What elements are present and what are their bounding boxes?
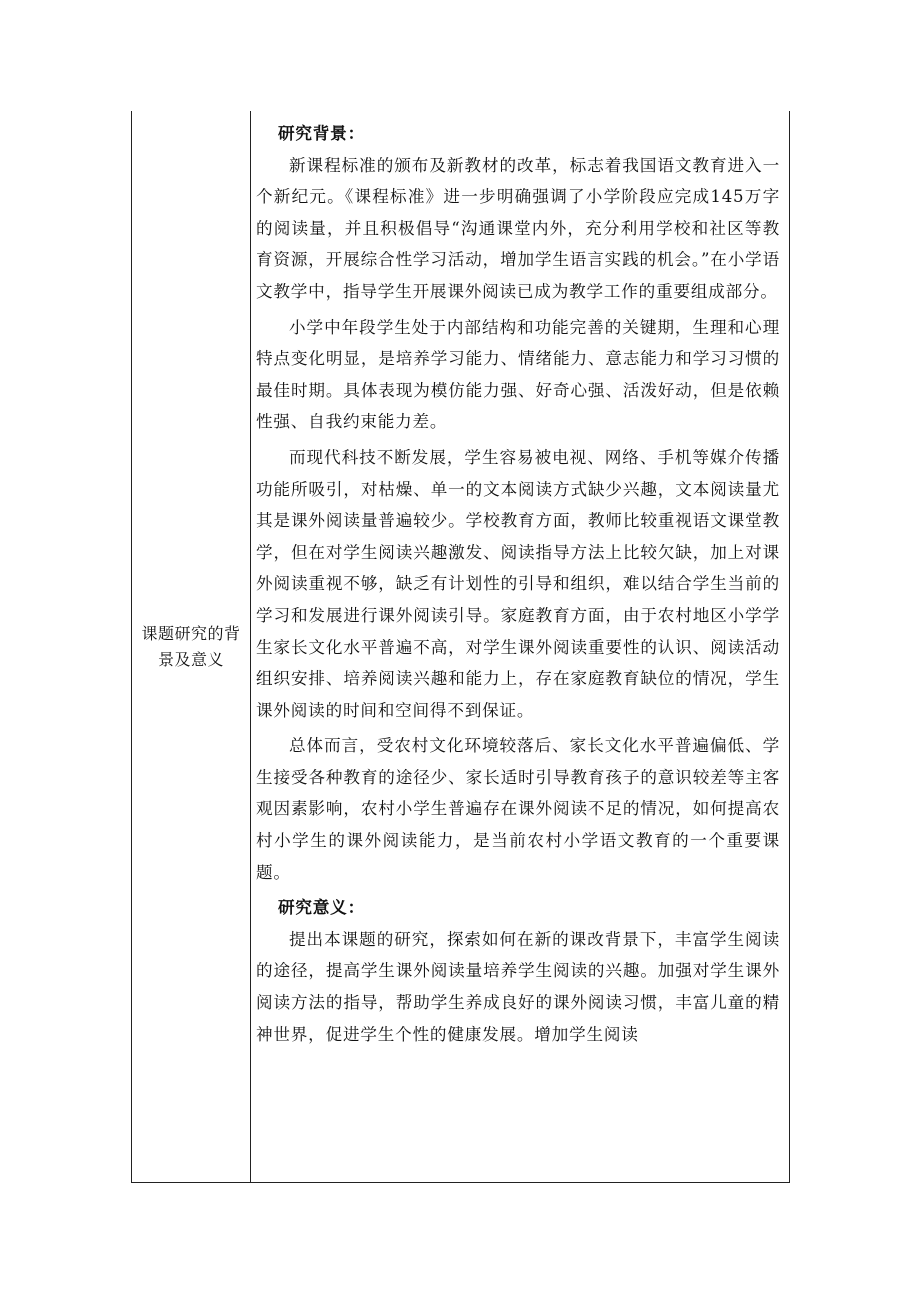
background-paragraph: 而现代科技不断发展，学生容易被电视、网络、手机等媒介传播功能所吸引，对枯燥、单一的文本阅读方式缺少兴趣，文本阅读量尤其是课外阅读量普遍较少。学校教育方面，教师比较重视语文课堂教学，但在对学生阅读兴趣激发、阅读指导方法上比较欠缺，加上对课外阅读重视不够，缺乏有计划性的引导和组织，难以结合学生当前的学习和发展进行课外阅读引导。家庭教育方面，由于农村地区小学学生家长文化水平普遍不高，对学生课外阅读重要性的认识、阅读活动组织安排、培养阅读兴趣和能力上，存在家庭教育缺位的情况，学生课外阅读的时间和空间得不到保证。 (256, 447, 780, 720)
background-paragraph: 新课程标准的颁布及新教材的改革，标志着我国语文教育进入一个新纪元。《课程标准》进一步明确强调了小学阶段应完成145万字的阅读量，并且积极倡导“沟通课堂内外，充分利用学校和社区等教育资源，开展综合性学习活动，增加学生语言实践的机会。”在小学语文教学中，指导学生开展课外阅读已成为教学工作的重要组成部分。 (256, 155, 780, 301)
row-label: 课题研究的背景及意义 (141, 623, 241, 669)
content-cell (256, 118, 780, 1050)
research-table (131, 111, 790, 1183)
background-heading: 研究背景： (278, 123, 365, 143)
significance-paragraph: 提出本课题的研究，探索如何在新的课改背景下，丰富学生阅读的途径，提高学生课外阅读量培养学生阅读的兴趣。加强对学生课外阅读方法的指导，帮助学生养成良好的课外阅读习惯，丰富儿童的精神世界，促进学生个性的健康发展。增加学生阅读 (256, 929, 780, 1044)
background-paragraph: 小学中年段学生处于内部结构和功能完善的关键期，生理和心理特点变化明显，是培养学习能力、情绪能力、意志能力和学习习惯的最佳时期。具体表现为模仿能力强、好奇心强、活泼好动，但是依赖性强、自我约束能力差。 (256, 317, 780, 432)
background-paragraph: 总体而言，受农村文化环境较落后、家长文化水平普遍偏低、学生接受各种教育的途径少、家长适时引导教育孩子的意识较差等主客观因素影响，农村小学生普遍存在课外阅读不足的情况，如何提高农村小学生的课外阅读能力，是当前农村小学语文教育的一个重要课题。 (256, 736, 780, 882)
column-divider (250, 111, 251, 1182)
significance-heading: 研究意义： (278, 897, 365, 918)
row-label-cell (132, 111, 250, 1182)
